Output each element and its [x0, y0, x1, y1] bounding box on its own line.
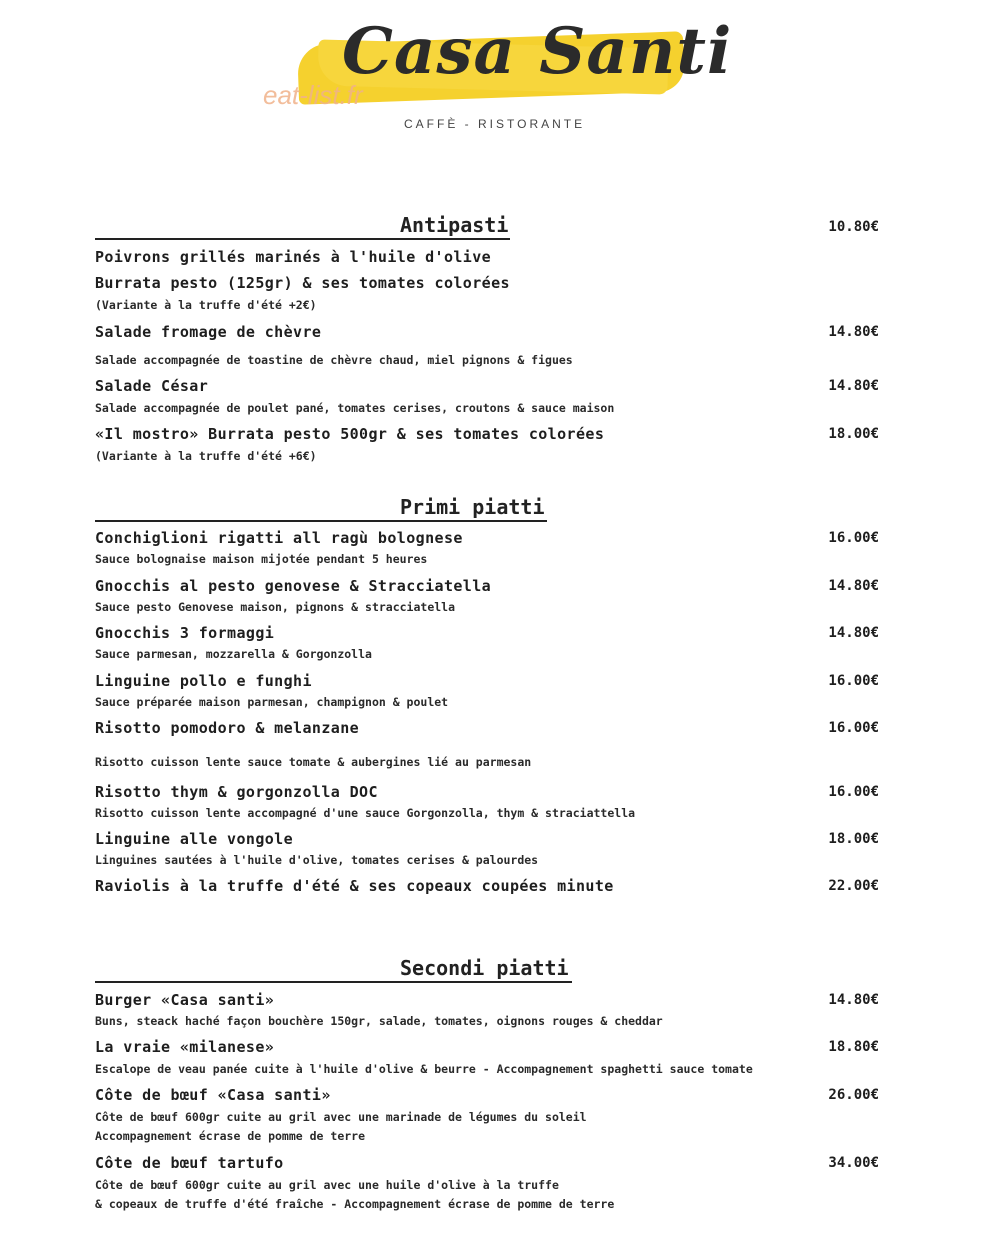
section-title: Antipasti — [400, 213, 509, 237]
item-description: Sauce préparée maison parmesan, champignon & poulet — [95, 695, 449, 709]
item-price: 14.80€ — [828, 324, 879, 340]
item-price: 14.80€ — [828, 578, 879, 594]
primi-item — [95, 672, 885, 709]
antipasti-item — [95, 377, 885, 415]
secondi-item — [95, 1154, 885, 1211]
item-description: Sauce pesto Genovese maison, pignons & stracciatella — [95, 600, 456, 614]
item-name: Linguine alle vongole — [95, 830, 294, 848]
item-name: Salade César — [95, 377, 209, 395]
section-rule — [95, 520, 547, 522]
antipasti-item — [95, 274, 885, 312]
item-name: Salade fromage de chèvre — [95, 323, 322, 341]
primi-item — [95, 877, 885, 895]
antipasti-item — [95, 248, 885, 266]
item-price: 18.00€ — [828, 831, 879, 847]
primi-item — [95, 529, 885, 566]
section-title: Primi piatti — [400, 495, 545, 519]
section-header — [95, 213, 885, 239]
item-name: Côte de bœuf «Casa santi» — [95, 1086, 331, 1104]
section-header — [95, 956, 885, 982]
section-primi-piatti — [95, 495, 885, 521]
primi-item — [95, 624, 885, 661]
secondi-item — [95, 1038, 885, 1076]
item-description: Risotto cuisson lente sauce tomate & aubergines lié au parmesan — [95, 755, 532, 769]
item-price: 16.00€ — [828, 673, 879, 689]
item-price: 18.00€ — [828, 426, 879, 442]
item-name: Risotto pomodoro & melanzane — [95, 719, 360, 737]
secondi-item — [95, 991, 885, 1028]
item-description: Côte de bœuf 600gr cuite au gril avec une marinade de légumes du soleil — [95, 1110, 587, 1124]
item-name: Gnocchis al pesto genovese & Stracciatella — [95, 577, 492, 595]
item-price: 16.00€ — [828, 784, 879, 800]
item-description: Sauce bolognaise maison mijotée pendant 5 heures — [95, 552, 428, 566]
primi-item — [95, 719, 885, 769]
item-description: Salade accompagnée de poulet pané, tomates cerises, croutons & sauce maison — [95, 401, 615, 415]
item-description: Sauce parmesan, mozzarella & Gorgonzolla — [95, 647, 372, 661]
item-description: Côte de bœuf 600gr cuite au gril avec une huile d'olive à la truffe — [95, 1178, 559, 1192]
section-rule — [95, 981, 572, 983]
item-description: Salade accompagnée de toastine de chèvre chaud, miel pignons & figues — [95, 353, 573, 367]
item-description: Escalope de veau panée cuite à l'huile d'olive & beurre - Accompagnement spaghetti sauce tomate — [95, 1062, 753, 1076]
menu-header — [0, 0, 989, 150]
item-price: 26.00€ — [828, 1087, 879, 1103]
item-description-line2: & copeaux de truffe d'été fraîche - Accompagnement écrase de pomme de terre — [95, 1197, 615, 1211]
item-name: Poivrons grillés marinés à l'huile d'olive — [95, 248, 492, 266]
item-price: 14.80€ — [828, 625, 879, 641]
item-name: Linguine pollo e funghi — [95, 672, 312, 690]
section-rule — [95, 238, 510, 240]
item-name: Raviolis à la truffe d'été & ses copeaux coupées minute — [95, 877, 614, 895]
section-secondi-piatti — [95, 956, 885, 982]
item-name: «Il mostro» Burrata pesto 500gr & ses tomates colorées — [95, 425, 605, 443]
item-name: Risotto thym & gorgonzolla DOC — [95, 783, 378, 801]
item-name: Gnocchis 3 formaggi — [95, 624, 275, 642]
item-description: Linguines sautées à l'huile d'olive, tomates cerises & palourdes — [95, 853, 539, 867]
restaurant-subtitle: CAFFÈ - RISTORANTE — [404, 117, 586, 131]
item-price: 34.00€ — [828, 1155, 879, 1171]
section-antipasti — [95, 213, 885, 239]
item-name: Côte de bœuf tartufo — [95, 1154, 284, 1172]
secondi-item — [95, 1086, 885, 1143]
primi-item — [95, 783, 885, 820]
item-description-line2: Accompagnement écrase de pomme de terre — [95, 1129, 366, 1143]
primi-item — [95, 577, 885, 614]
item-price: 14.80€ — [828, 378, 879, 394]
watermark: eat-list.fr — [263, 80, 363, 110]
item-price: 16.00€ — [828, 720, 879, 736]
item-price: 14.80€ — [828, 992, 879, 1008]
item-name: Burrata pesto (125gr) & ses tomates colorées — [95, 274, 510, 292]
item-name: La vraie «milanese» — [95, 1038, 275, 1056]
item-description: (Variante à la truffe d'été +6€) — [95, 449, 317, 463]
item-price: 10.80€ — [828, 219, 879, 235]
section-header — [95, 495, 885, 521]
section-title: Secondi piatti — [400, 956, 569, 980]
item-description: (Variante à la truffe d'été +2€) — [95, 298, 317, 312]
item-price: 22.00€ — [828, 878, 879, 894]
restaurant-logo: Casa Santi — [342, 14, 733, 89]
antipasti-item — [95, 425, 885, 463]
item-description: Risotto cuisson lente accompagné d'une sauce Gorgonzolla, thym & straciattella — [95, 806, 636, 820]
primi-item — [95, 830, 885, 867]
item-name: Conchiglioni rigatti all ragù bolognese — [95, 529, 463, 547]
item-description: Buns, steack haché façon bouchère 150gr, salade, tomates, oignons rouges & cheddar — [95, 1014, 663, 1028]
item-name: Burger «Casa santi» — [95, 991, 275, 1009]
item-price: 16.00€ — [828, 530, 879, 546]
item-price: 18.80€ — [828, 1039, 879, 1055]
antipasti-item — [95, 323, 885, 367]
